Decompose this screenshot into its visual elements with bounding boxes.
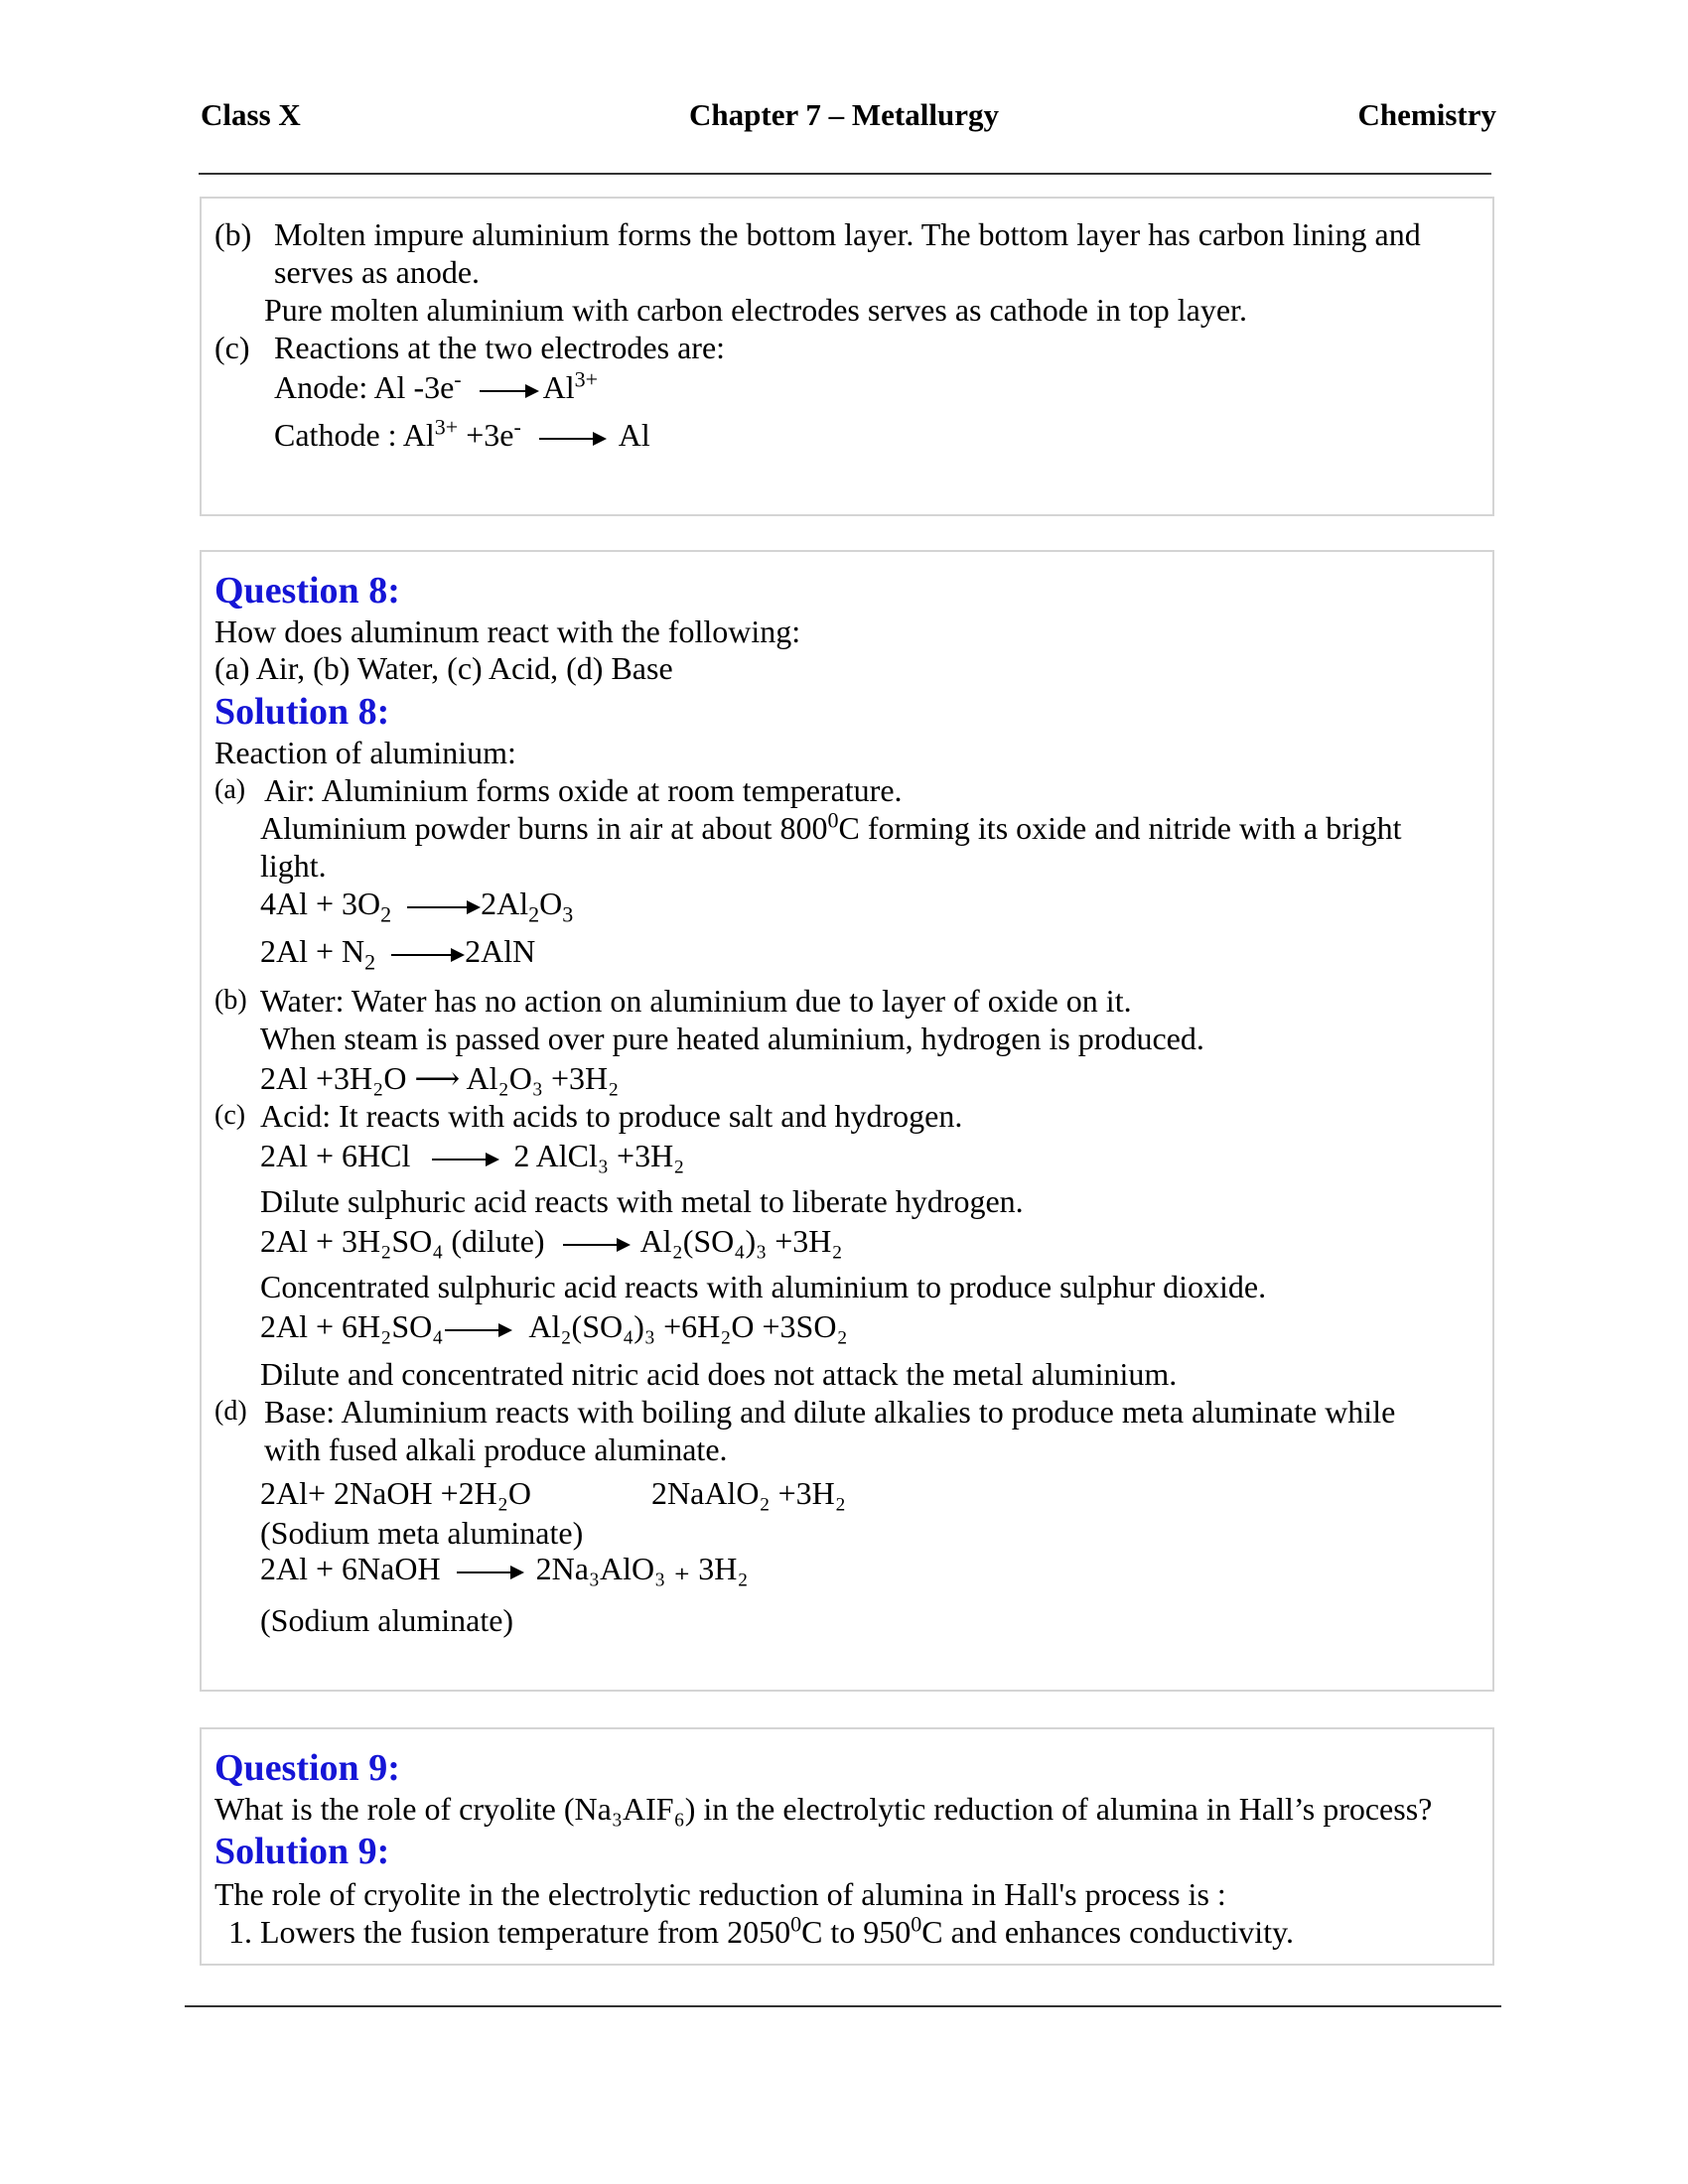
air-line1: Air: Aluminium forms oxide at room temperature. bbox=[264, 772, 903, 808]
box1-b-line1: Molten impure aluminium forms the bottom layer. The bottom layer has carbon lining and bbox=[274, 216, 1421, 252]
cathode-lhs-charge: 3+ bbox=[434, 414, 459, 440]
item-label-b: (b) bbox=[214, 985, 247, 1016]
acid-equation-2 bbox=[260, 1225, 843, 1257]
header-rule bbox=[199, 173, 1491, 175]
header-class: Class X bbox=[201, 97, 301, 132]
footer-rule bbox=[185, 2005, 1501, 2007]
item-label-a: (a) bbox=[214, 774, 246, 805]
air-eq1-lhs: 4Al + 3O bbox=[260, 886, 381, 921]
acid-equation-1 bbox=[260, 1140, 684, 1171]
acid-eq3-rhs: Al₂(SO₄)₃ +6H₂O +3SO₂ bbox=[528, 1308, 848, 1344]
water-line2: When steam is passed over pure heated aluminium, hydrogen is produced. bbox=[260, 1021, 1204, 1056]
acid-eq1-lhs: 2Al + 6HCl bbox=[260, 1138, 411, 1173]
arrow-icon bbox=[480, 390, 537, 392]
solution-9-line1: The role of cryolite in the electrolytic reduction of alumina in Hall's process is : bbox=[214, 1876, 1226, 1912]
item-label-c: (c) bbox=[214, 330, 250, 365]
item1-text-end: C and enhances conductivity. bbox=[921, 1914, 1294, 1950]
solution-8-intro: Reaction of aluminium: bbox=[214, 735, 516, 770]
arrow-icon bbox=[563, 1244, 629, 1246]
base-equation-1-rhs: 2NaAlO₂ +3H₂ bbox=[651, 1475, 846, 1511]
solution-9-item1 bbox=[228, 1911, 1294, 1950]
water-line1: Water: Water has no action on aluminium due to layer of oxide on it. bbox=[260, 983, 1132, 1019]
box1-c-line1: Reactions at the two electrodes are: bbox=[274, 330, 726, 365]
question-8-line1: How does aluminum react with the following: bbox=[214, 614, 801, 649]
air-equation-1 bbox=[260, 886, 574, 927]
water-equation: 2Al +3H₂O ⟶ Al₂O₃ +3H₂ bbox=[260, 1060, 620, 1096]
base-equation-1-note: (Sodium meta aluminate) bbox=[260, 1515, 584, 1551]
solution-9-title: Solution 9: bbox=[214, 1831, 390, 1872]
air-line2 bbox=[260, 807, 1402, 846]
question-8-title: Question 8: bbox=[214, 570, 400, 612]
anode-rhs-charge: 3+ bbox=[574, 366, 599, 392]
acid-eq1-rhs: 2 AlCl₃ +3H₂ bbox=[513, 1138, 685, 1173]
degree-superscript: 0 bbox=[790, 1911, 802, 1937]
acid-eq2-rhs: Al₂(SO₄)₃ +3H₂ bbox=[639, 1223, 843, 1259]
air-line2-text: Aluminium powder burns in air at about 800 bbox=[260, 810, 828, 846]
acid-eq2-lhs: 2Al + 3H₂SO₄ (dilute) bbox=[260, 1223, 545, 1259]
acid-eq3-lhs: 2Al + 6H₂SO₄ bbox=[260, 1308, 444, 1344]
arrow-icon bbox=[391, 954, 463, 956]
cathode-lhs: Cathode : Al bbox=[274, 417, 435, 453]
base-equation-2 bbox=[260, 1553, 748, 1584]
cathode-rhs: Al bbox=[618, 417, 650, 453]
anode-electron-charge: - bbox=[454, 366, 462, 392]
arrow-icon bbox=[407, 906, 479, 908]
air-eq1-rhs-sub2: 3 bbox=[562, 901, 574, 927]
box1-b-line2: serves as anode. bbox=[274, 254, 481, 290]
base-line2: with fused alkali produce aluminate. bbox=[264, 1432, 728, 1467]
item-label-d: (d) bbox=[214, 1396, 247, 1427]
anode-lhs: Anode: Al -3e bbox=[274, 369, 455, 405]
air-line3: light. bbox=[260, 848, 327, 884]
header-subject: Chemistry bbox=[1357, 97, 1496, 132]
cathode-electron-charge: - bbox=[513, 414, 521, 440]
air-eq1-rhs: 2Al bbox=[481, 886, 529, 921]
item1-text: 1. Lowers the fusion temperature from 2050 bbox=[228, 1914, 791, 1950]
acid-equation-3 bbox=[260, 1310, 848, 1342]
arrow-icon bbox=[445, 1329, 510, 1331]
air-eq2-lhs-sub: 2 bbox=[364, 949, 376, 975]
base-eq2-lhs: 2Al + 6NaOH bbox=[260, 1551, 441, 1586]
acid-line4: Dilute and concentrated nitric acid does not attack the metal aluminium. bbox=[260, 1356, 1178, 1392]
base-equation-1-lhs: 2Al+ 2NaOH +2H₂O bbox=[260, 1475, 531, 1511]
question-9-title: Question 9: bbox=[214, 1747, 400, 1789]
box1-b-line3: Pure molten aluminium with carbon electrodes serves as cathode in top layer. bbox=[264, 292, 1247, 328]
header-chapter: Chapter 7 – Metallurgy bbox=[689, 97, 999, 132]
arrow-icon bbox=[432, 1159, 497, 1160]
cathode-equation bbox=[274, 414, 650, 453]
acid-line1: Acid: It reacts with acids to produce salt and hydrogen. bbox=[260, 1098, 963, 1134]
air-eq1-rhs-sub1: 2 bbox=[528, 901, 540, 927]
question-8-line2: (a) Air, (b) Water, (c) Acid, (d) Base bbox=[214, 650, 673, 686]
anode-equation bbox=[274, 366, 599, 405]
item-label-c: (c) bbox=[214, 1100, 246, 1131]
air-equation-2 bbox=[260, 933, 536, 975]
acid-line2: Dilute sulphuric acid reacts with metal to liberate hydrogen. bbox=[260, 1183, 1024, 1219]
air-eq1-lhs-sub: 2 bbox=[380, 901, 392, 927]
cathode-mid: +3e bbox=[458, 417, 514, 453]
base-eq2-rhs: 2Na₃AlO₃ ₊ 3H₂ bbox=[535, 1551, 749, 1586]
item-label-b: (b) bbox=[214, 216, 252, 252]
degree-superscript: 0 bbox=[911, 1911, 922, 1937]
solution-8-title: Solution 8: bbox=[214, 691, 390, 733]
arrow-icon bbox=[457, 1571, 522, 1573]
air-eq1-rhs-mid: O bbox=[539, 886, 563, 921]
air-eq2-lhs: 2Al + N bbox=[260, 933, 365, 969]
anode-rhs: Al bbox=[542, 369, 575, 405]
air-line2-text-end: C forming its oxide and nitride with a bright bbox=[838, 810, 1402, 846]
question-9-line1: What is the role of cryolite (Na₃AIF₆) in the electrolytic reduction of alumina in Hall’s process? bbox=[214, 1791, 1433, 1827]
arrow-icon bbox=[539, 438, 605, 440]
base-equation-2-note: (Sodium aluminate) bbox=[260, 1602, 514, 1638]
item1-text-mid: C to 950 bbox=[801, 1914, 912, 1950]
degree-superscript: 0 bbox=[827, 807, 839, 833]
base-line1: Base: Aluminium reacts with boiling and dilute alkalies to produce meta aluminate while bbox=[264, 1394, 1396, 1430]
air-eq2-rhs: 2AlN bbox=[465, 933, 536, 969]
acid-line3: Concentrated sulphuric acid reacts with aluminium to produce sulphur dioxide. bbox=[260, 1269, 1267, 1304]
